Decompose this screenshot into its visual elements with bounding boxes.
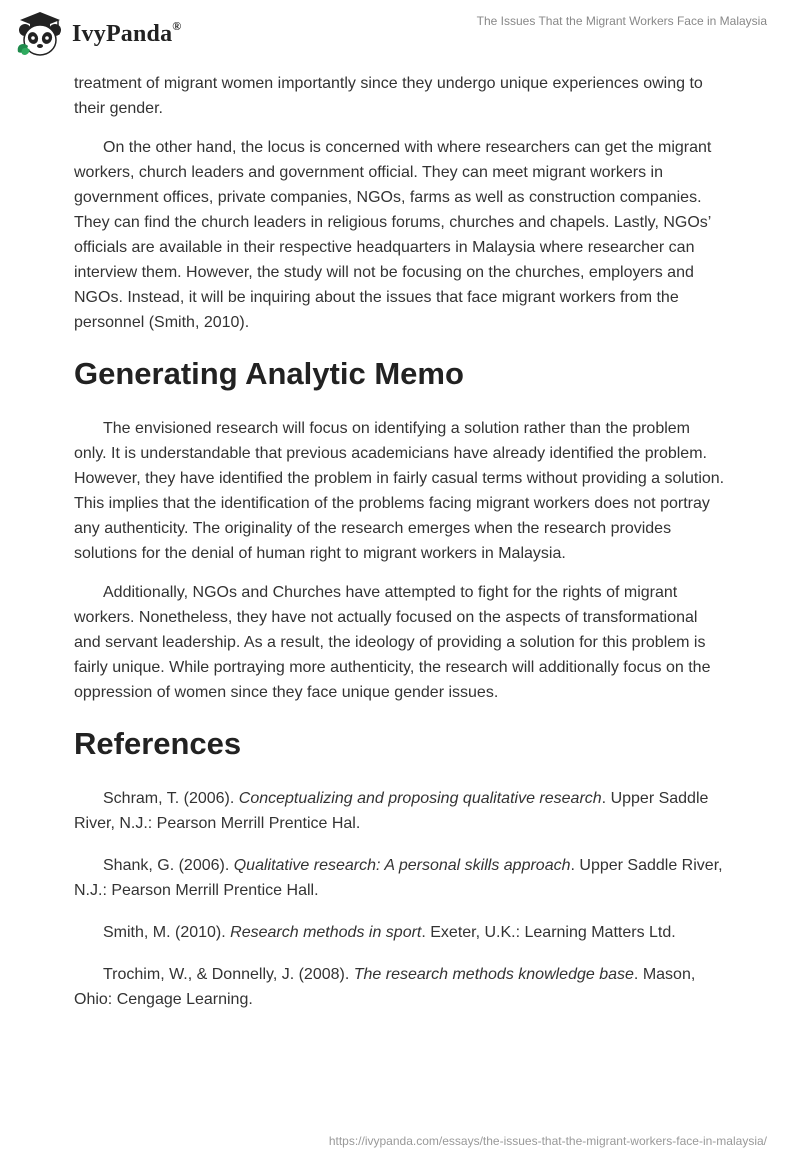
memo-paragraph-1: The envisioned research will focus on identifying a solution rather than the problem only. It is understandable that previous academicians have already identified the problem. However, they have identified the problem in fairly casual terms without providing a solution. This implies that the identification of the problems facing migrant workers does not portray any authenticity. The originality of the research emerges when the research provides solutions for the denial of human right to migrant workers in Malaysia. bbox=[74, 420, 725, 562]
locus-paragraph: On the other hand, the locus is concerned with where researchers can get the migrant workers, church leaders and government official. They can meet migrant workers in government offices, private companies, NGOs, farms as well as construction companies. They can find the church leaders in religious forums, churches and chapels. Lastly, NGOs’ officials are available in their respective headquarters in Malaysia where researcher can interview them. However, the study will not be focusing on the churches, employers and NGOs. Instead, it will be inquiring about the issues that face migrant workers from the personnel (Smith, 2010). bbox=[74, 139, 712, 331]
reference-item: Trochim, W., & Donnelly, J. (2008). The research methods knowledge base. Mason, Ohio: Cengage Learning. bbox=[74, 966, 696, 1008]
page-header bbox=[0, 0, 800, 70]
intro-continuation-paragraph: treatment of migrant women importantly since they undergo unique experiences owing to their gender. bbox=[74, 75, 703, 117]
reference-title: Qualitative research: A personal skills approach bbox=[233, 857, 571, 874]
panda-graduate-icon bbox=[14, 8, 66, 60]
reference-item: Shank, G. (2006). Qualitative research: A personal skills approach. Upper Saddle River, N.J.: Pearson Merrill Prentice Hall. bbox=[74, 857, 723, 899]
reference-title: The research methods knowledge base bbox=[353, 966, 634, 983]
logo-text: IvyPanda® bbox=[72, 18, 182, 47]
reference-title: Conceptualizing and proposing qualitative research bbox=[238, 790, 602, 807]
reference-item: Schram, T. (2006). Conceptualizing and proposing qualitative research. Upper Saddle River, N.J.: Pearson Merrill Prentice Hal. bbox=[74, 790, 709, 832]
section-heading-references: References bbox=[74, 726, 242, 761]
essay-content bbox=[74, 71, 726, 1029]
memo-paragraph-2: Additionally, NGOs and Churches have attempted to fight for the rights of migrant workers. Nonetheless, they have not actually focused on the aspects of transformational and servant leadership. As a result, the ideology of providing a solution for this problem is fairly unique. While portraying more authenticity, the research will additionally focus on the oppression of women since they face unique gender issues. bbox=[74, 584, 711, 701]
document-title: The Issues That the Migrant Workers Face in Malaysia bbox=[476, 14, 767, 28]
reference-item: Smith, M. (2010). Research methods in sport. Exeter, U.K.: Learning Matters Ltd. bbox=[103, 924, 676, 941]
reference-title: Research methods in sport bbox=[230, 924, 422, 941]
footer-source-url[interactable]: https://ivypanda.com/essays/the-issues-that-the-migrant-workers-face-in-malaysia/ bbox=[328, 1134, 767, 1148]
section-heading-analytic-memo: Generating Analytic Memo bbox=[74, 356, 464, 391]
ivypanda-logo[interactable] bbox=[14, 8, 181, 60]
